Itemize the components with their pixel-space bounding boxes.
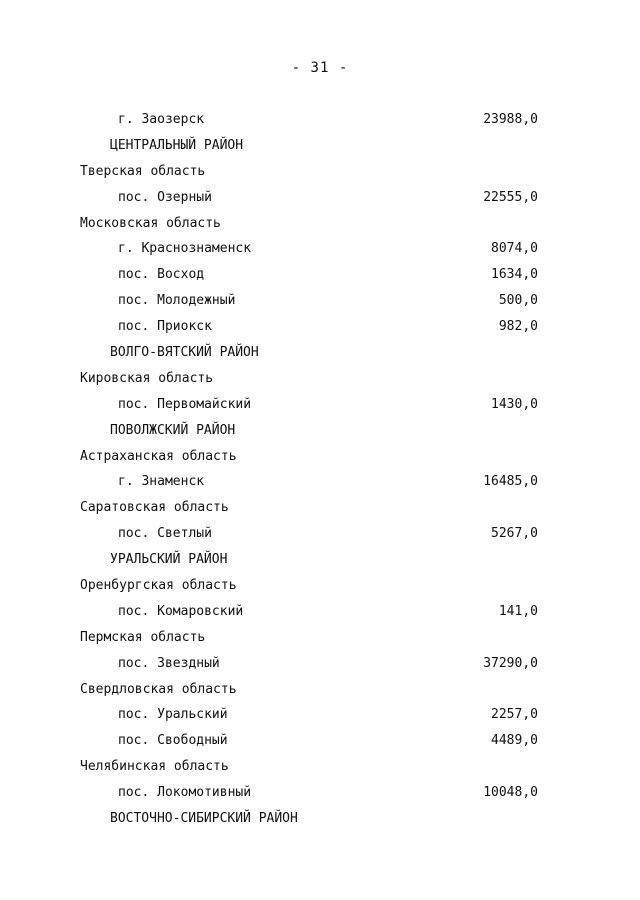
row-label: ВОЛГО-ВЯТСКИЙ РАЙОН (110, 345, 259, 361)
row-label: пос. Свободный (118, 733, 228, 749)
row-value: 5267,0 (491, 526, 538, 542)
oblast-heading (0, 498, 640, 524)
oblast-heading (0, 680, 640, 706)
settlement-row (0, 188, 640, 214)
row-label: ПОВОЛЖСКИЙ РАЙОН (110, 422, 236, 438)
oblast-heading (0, 447, 640, 473)
row-value: 982,0 (498, 319, 538, 335)
settlement-row (0, 239, 640, 265)
region-heading (0, 809, 640, 835)
row-label: пос. Уральский (118, 707, 228, 723)
row-label: Челябинская область (80, 759, 229, 775)
row-label: пос. Первомайский (118, 396, 252, 412)
row-label: ЦЕНТРАЛЬНЫЙ РАЙОН (110, 137, 244, 153)
oblast-heading (0, 628, 640, 654)
settlement-row (0, 783, 640, 809)
row-label: Саратовская область (80, 500, 229, 516)
row-value: 4489,0 (491, 733, 538, 749)
region-heading (0, 421, 640, 447)
row-label: пос. Локомотивный (118, 785, 252, 801)
row-label: ВОСТОЧНО-СИБИРСКИЙ РАЙОН (110, 811, 298, 827)
oblast-heading (0, 576, 640, 602)
row-label: Оренбургская область (80, 578, 237, 594)
oblast-heading (0, 369, 640, 395)
settlement-row (0, 705, 640, 731)
row-label: г. Знаменск (118, 474, 205, 490)
row-value: 500,0 (498, 293, 538, 309)
settlement-row (0, 265, 640, 291)
row-label: Тверская область (80, 163, 206, 179)
settlement-row (0, 472, 640, 498)
row-value: 37290,0 (483, 655, 538, 671)
row-value: 16485,0 (483, 474, 538, 490)
row-value: 1634,0 (491, 267, 538, 283)
row-label: пос. Молодежный (118, 293, 236, 309)
settlement-list (0, 110, 640, 835)
settlement-row (0, 291, 640, 317)
row-value: 10048,0 (483, 785, 538, 801)
settlement-row (0, 654, 640, 680)
settlement-row (0, 731, 640, 757)
page-number: - 31 - (291, 60, 349, 76)
row-value: 23988,0 (483, 112, 538, 127)
row-label: Свердловская область (80, 681, 237, 697)
row-value: 8074,0 (491, 241, 538, 257)
row-label: пос. Восход (118, 267, 205, 283)
row-label: Пермская область (80, 629, 206, 645)
oblast-heading (0, 214, 640, 240)
row-label: пос. Озерный (118, 189, 212, 205)
row-label: Московская область (80, 215, 221, 231)
settlement-row (0, 395, 640, 421)
settlement-row (0, 317, 640, 343)
region-heading (0, 343, 640, 369)
row-label: Кировская область (80, 370, 214, 386)
row-label: пос. Комаровский (118, 603, 244, 619)
region-heading (0, 136, 640, 162)
row-label: Астраханская область (80, 448, 237, 464)
oblast-heading (0, 162, 640, 188)
row-label: пос. Светлый (118, 526, 212, 542)
row-value: 141,0 (498, 603, 538, 619)
row-label: пос. Звездный (118, 655, 220, 671)
row-value: 1430,0 (491, 396, 538, 412)
row-label: УРАЛЬСКИЙ РАЙОН (110, 552, 228, 568)
row-value: 22555,0 (483, 189, 538, 205)
region-heading (0, 550, 640, 576)
settlement-row (0, 602, 640, 628)
row-value: 2257,0 (491, 707, 538, 723)
row-label: г. Краснознаменск (118, 241, 252, 257)
settlement-row (0, 110, 640, 136)
settlement-row (0, 524, 640, 550)
row-label: г. Заозерск (118, 112, 205, 127)
row-label: пос. Приокск (118, 319, 212, 335)
oblast-heading (0, 757, 640, 783)
